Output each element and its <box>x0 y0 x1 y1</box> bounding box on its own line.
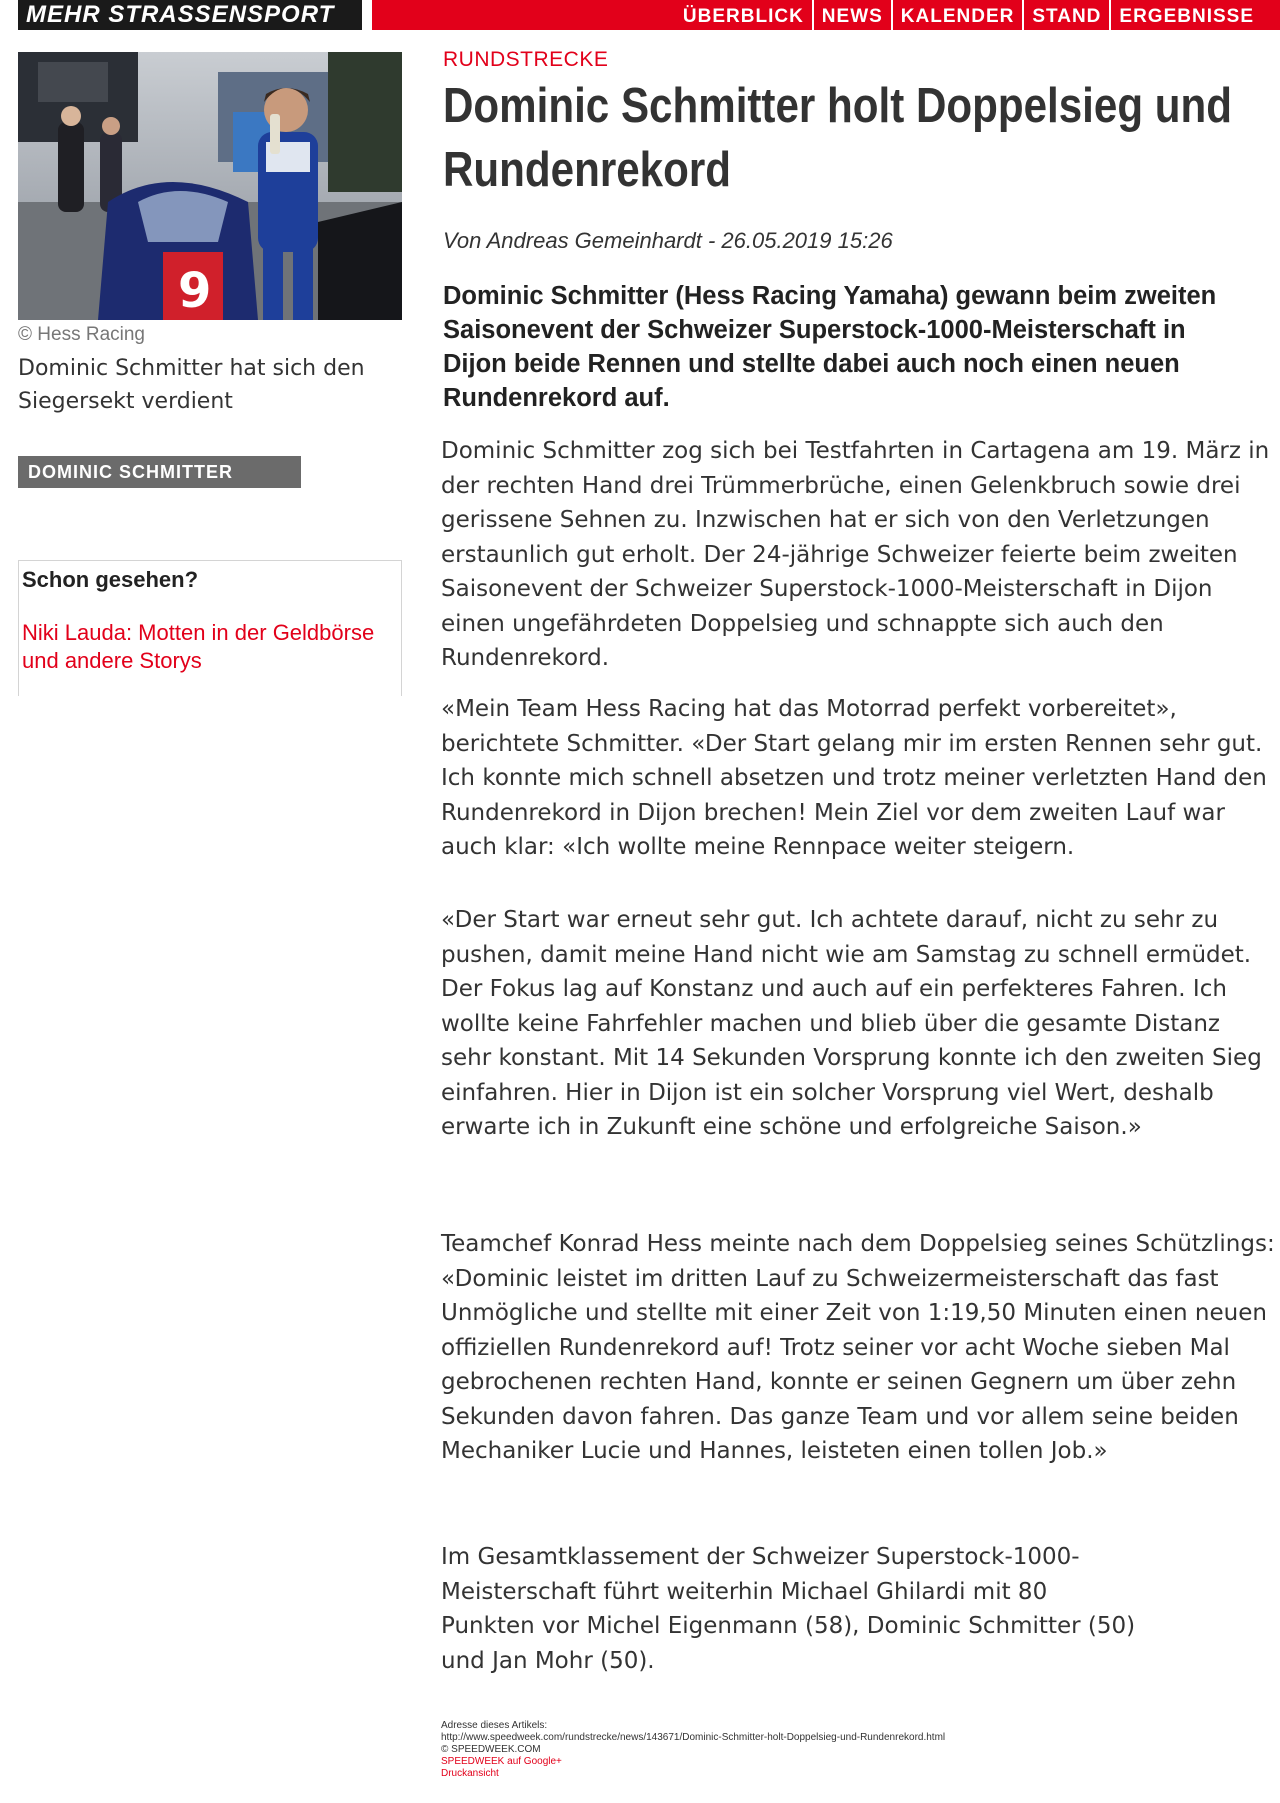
article-paragraph-5: Im Gesamtklassement der Schweizer Superstock-1000-Meisterschaft führt weiterhin Michael Ghilardi mit 80 Punkten vor Michel Eigenmann (58), Dominic Schmitter (50) und Jan Mohr (50). <box>441 1544 1136 1674</box>
article-footer <box>441 1720 945 1780</box>
rider-celebration-image <box>18 52 402 320</box>
photo-caption: Dominic Schmitter hat sich den Siegersekt verdient <box>18 356 365 414</box>
article-paragraph-4: Teamchef Konrad Hess meinte nach dem Doppelsieg seines Schützlings: «Dominic leistet im dritten Lauf zu Schweizermeisterschaft das fast Unmögliche und stellte mit einer Zeit von 1:19,50 Minuten einen neuen offiziellen Rundenrekord auf! Trotz seiner vor acht Woche sieben Mal gebrochenen rechten Hand, konnte er seinen Gegnern um über zehn Sekunden davon fahren. Das ganze Team und vor allem seine beiden Mechaniker Lucie und Hannes, leisteten einen tollen Job.» <box>441 1231 1275 1464</box>
article-lead: Dominic Schmitter (Hess Racing Yamaha) gewann beim zweiten Saisonevent der Schweizer Superstock-1000-Meisterschaft in Dijon beide Rennen und stellte dabei auch noch einen neuen Rundenrekord auf. <box>443 282 1217 412</box>
schon-gesehen-link[interactable]: Niki Lauda: Motten in der Geldbörse und andere Storys <box>22 620 375 673</box>
nav-item-ueberblick[interactable]: ÜBERBLICK <box>682 6 804 27</box>
article-paragraph-1: Dominic Schmitter zog sich bei Testfahrten in Cartagena am 19. März in der rechten Hand drei Trümmerbrüche, einen Gelenkbruch sowie drei gerissene Sehnen zu. Inzwischen hat er sich von den Verletzungen erstaunlich gut erholt. Der 24-jährige Schweizer feierte beim zweiten Saisonevent der Schweizer Superstock-1000-Meisterschaft in Dijon einen ungefährdeten Doppelsieg und schnappte sich auch den Rundenrekord. <box>441 438 1270 671</box>
schon-gesehen-box <box>18 560 402 696</box>
photo-credit: © Hess Racing <box>18 324 145 345</box>
article-category[interactable]: RUNDSTRECKE <box>443 48 609 71</box>
footer-article-url[interactable]: http://www.speedweek.com/rundstrecke/news/143671/Dominic-Schmitter-holt-Doppelsieg-und-Rundenrekord.html <box>441 1732 946 1743</box>
nav-item-kalender[interactable]: KALENDER <box>891 0 1023 30</box>
footer-print-link[interactable]: Druckansicht <box>441 1768 499 1779</box>
article-byline: Von Andreas Gemeinhardt - 26.05.2019 15:26 <box>443 228 893 253</box>
nav-item-ergebnisse[interactable]: ERGEBNISSE <box>1109 0 1262 30</box>
top-bar <box>0 0 1280 30</box>
nav-item-stand[interactable]: STAND <box>1022 0 1109 30</box>
footer-copyright: © SPEEDWEEK.COM <box>441 1744 541 1755</box>
article-paragraph-3: «Der Start war erneut sehr gut. Ich achtete darauf, nicht zu sehr zu pushen, damit meine Hand nicht wie am Samstag zu schnell ermüdet. Der Fokus lag auf Konstanz und auch auf ein perfekteres Fahren. Ich wollte keine Fahrfehler machen und blieb über die gesamte Distanz sehr konstant. Mit 14 Sekunden Vorsprung konnte ich den zweiten Sieg einfahren. Hier in Dijon ist ein solcher Vorsprung viel Wert, deshalb erwarte ich in Zukunft eine schöne und erfolgreiche Saison.» <box>441 907 1262 1140</box>
nav-item-news[interactable]: NEWS <box>812 0 891 30</box>
footer-google-link[interactable]: SPEEDWEEK auf Google+ <box>441 1756 562 1767</box>
article-photo[interactable] <box>18 52 402 320</box>
article-title-line-1: Dominic Schmitter holt Doppelsieg und <box>443 79 1232 133</box>
footer-address-label: Adresse dieses Artikels: <box>441 1720 548 1731</box>
article-title <box>443 74 1232 202</box>
article-title-line-2: Rundenrekord <box>443 143 731 197</box>
main-nav <box>675 0 1262 30</box>
article-paragraph-2: «Mein Team Hess Racing hat das Motorrad perfekt vorbereitet», berichtete Schmitter. «Der Start gelang mir im ersten Rennen sehr gut. Ich konnte mich schnell absetzen und trotz meiner verletzten Hand den Rundenrekord in Dijon brechen! Mein Ziel vor dem zweiten Lauf war auch klar: «Ich wollte meine Rennpace weiter steigern. <box>441 696 1267 860</box>
tag-dominic-schmitter[interactable]: DOMINIC SCHMITTER <box>18 456 301 488</box>
svg-text:9: 9 <box>178 263 212 319</box>
brand-label[interactable]: MEHR STRASSENSPORT <box>18 0 362 30</box>
schon-gesehen-title: Schon gesehen? <box>22 567 199 592</box>
